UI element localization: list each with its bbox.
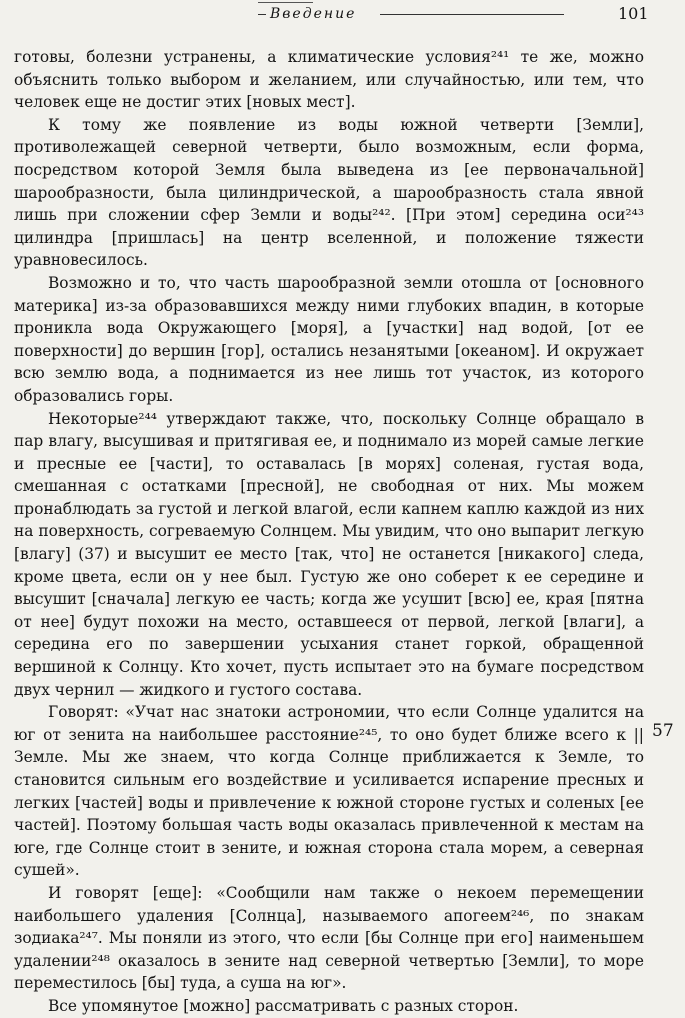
paragraph-4: Некоторые²⁴⁴ утверждают также, что, поскольку Солнце обращало в пар влагу, высушивая и притягивая ее, и поднимало из морей самые легкие и пресные ее [части], то оставалась [в морях] соленая, густая вода, смешанная с остатками [пресной], не свободная от них. Мы можем пронаблюдать за густой и легкой влагой, если капнем каплю каждой из них на поверхность, согреваемую Солнцем. Мы увидим, что оно выпарит легкую [влагу] (37) и высушит ее место [так, что] не останется [никакого] следа, кроме цвета, если он у нее был. Густую же оно соберет к ее середине и высушит [сначала] легкую ее часть; когда же усушит [всю] ее, края [пятна от нее] будут похожи на место, оставшееся от первой, легкой [влаги], а середина его по завершении усыхания станет горкой, обращенной вершиной к Солнцу. Кто хочет, пусть испытает это на бумаге посредством двух чернил — жидкого и густого состава. <box>14 409 644 699</box>
header-rule-left <box>258 14 266 15</box>
paragraph-3: Возможно и то, что часть шарообразной земли отошла от [основного материка] из-за образовавшихся между ними глубоких впадин, в которые проникла вода Окружающего [моря], а [участки] над водой, [от ее поверхности] до вершин [гор], остались незанятыми [океаном]. И окружает всю землю вода, а поднимается из нее лишь тот участок, из которого образовались горы. <box>14 273 644 405</box>
header-rule-top <box>258 2 313 3</box>
paragraph-2: К тому же появление из воды южной четверти [Земли], противолежащей северной четверти, было возможным, если форма, посредством которой Земля была выведена из [ее первоначальной] шарообразности, была цилиндрической, а шарообразность стала явной лишь при сложении сфер Земли и воды²⁴². [При этом] середина оси²⁴³ цилиндра [пришлась] на центр вселенной, и положение тяжести уравновесилось. <box>14 115 644 270</box>
header-rule-right <box>380 14 564 15</box>
margin-page-marker: 57 <box>652 721 674 741</box>
running-head: Введение <box>270 6 357 22</box>
body-text <box>14 46 644 1018</box>
page-header <box>0 0 685 30</box>
paragraph-7: Все упомянутое [можно] рассматривать с разных сторон. <box>48 996 519 1015</box>
paragraph-5: Говорят: «Учат нас знатоки астрономии, что если Солнце удалится на юг от зенита на наибольшее расстояние²⁴⁵, то оно будет ближе всего к || Земле. Мы же знаем, что когда Солнце приближается к Земле, то становится сильным его воздействие и усиливается испарение пресных и легких [частей] воды и привлечение к южной стороне густых и соленых [ее частей]. Поэтому большая часть воды оказалась привлеченной к местам на юге, где Солнце стоит в зените, и южная сторона стала морем, а северная сушей». <box>14 703 644 880</box>
page-number: 101 <box>618 4 649 23</box>
paragraph-6: И говорят [еще]: «Сообщили нам также о некоем перемещении наибольшего удаления [Солнца], называемого апогеем²⁴⁶, по знакам зодиака²⁴⁷. Мы поняли из этого, что если [бы Солнце при его] наименьшем удалении²⁴⁸ оказалось в зените над северной четвертью [Земли], то море переместилось [бы] туда, а суша на юг». <box>14 883 644 993</box>
paragraph-1: готовы, болезни устранены, а климатические условия²⁴¹ те же, можно объяснить только выбором и желанием, или случайностью, или тем, что человек еще не достиг этих [новых мест]. <box>14 48 644 112</box>
